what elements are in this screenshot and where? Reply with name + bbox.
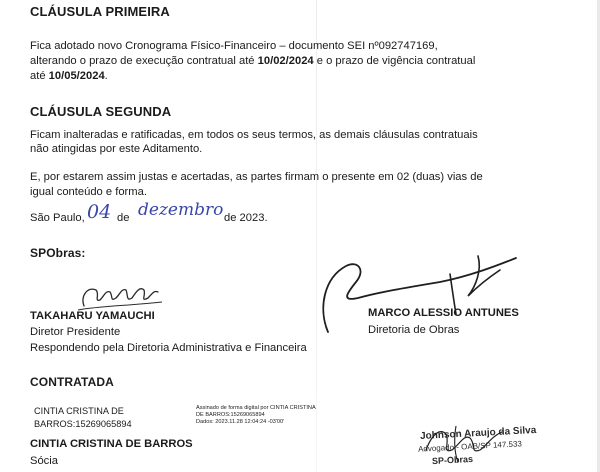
digital-stamp-line-1: Assinado de forma digital por CINTIA CRISTINA: [196, 405, 316, 411]
place-de: de: [117, 212, 130, 224]
signer-2-role: Diretoria de Obras: [368, 324, 460, 336]
execution-deadline-date: 10/02/2024: [257, 55, 314, 67]
page-fold-line: [316, 0, 317, 472]
contratada-signer-name: CINTIA CRISTINA DE BARROS: [30, 438, 193, 450]
signer-1-role: Diretor Presidente: [30, 326, 121, 338]
line-3-pre: até: [30, 70, 49, 82]
handwritten-day: 04: [87, 201, 112, 223]
contratada-signer-role: Sócia: [30, 455, 58, 467]
place-year: de 2023.: [224, 212, 268, 224]
place-city: São Paulo,: [30, 212, 85, 224]
spobras-label: SPObras:: [30, 246, 86, 260]
digital-stamp-line-3: Dados: 2023.11.28 12:04:24 -03'00': [196, 419, 285, 425]
closing-line-2: igual conteúdo e forma.: [30, 186, 147, 198]
clausula-segunda-line-2: não atingidas por este Aditamento.: [30, 143, 203, 155]
signer-1-name: TAKAHARU YAMAUCHI: [30, 310, 155, 322]
digital-signer-name-line-1: CINTIA CRISTINA DE: [34, 406, 124, 416]
digital-stamp-line-2: DE BARROS:15269065894: [196, 412, 265, 418]
line-2-post: e o prazo de vigência contratual: [313, 55, 476, 67]
contratada-label: CONTRATADA: [30, 375, 114, 389]
handwritten-month: dezembro: [138, 200, 224, 220]
clausula-segunda-heading: CLÁUSULA SEGUNDA: [30, 104, 172, 119]
digital-signer-name-line-2: BARROS:15269065894: [34, 419, 132, 429]
signature-lawyer-icon: [420, 420, 510, 465]
clausula-primeira-line-1: Fica adotado novo Cronograma Físico-Financeiro – documento SEI nº092747169,: [30, 40, 438, 52]
clausula-primeira-heading: CLÁUSULA PRIMEIRA: [30, 4, 170, 19]
line-3-post: .: [104, 70, 108, 82]
signer-1-role-2: Respondendo pela Diretoria Administrativa e Financeira: [30, 342, 307, 354]
closing-line-1: E, por estarem assim justas e acertadas, as partes firmam o presente em 02 (duas) vias de: [30, 171, 483, 183]
lawyer-stamp-oab: Advogado - OAB/SP 147.533: [417, 439, 523, 454]
lawyer-stamp-name: Johnson Araujo da Silva: [419, 424, 537, 443]
lawyer-stamp-org: SP-Obras: [431, 453, 474, 467]
validity-deadline-date: 10/05/2024: [48, 70, 105, 82]
clausula-primeira-line-3: [30, 69, 108, 84]
clausula-primeira-line-2: [30, 54, 475, 69]
line-2-pre: alterando o prazo de execução contratual até: [30, 55, 258, 67]
clausula-segunda-line-1: Ficam inalteradas e ratificadas, em todos os seus termos, as demais cláusulas contratuais: [30, 129, 478, 141]
signer-2-name: MARCO ALESSIO ANTUNES: [368, 307, 519, 319]
